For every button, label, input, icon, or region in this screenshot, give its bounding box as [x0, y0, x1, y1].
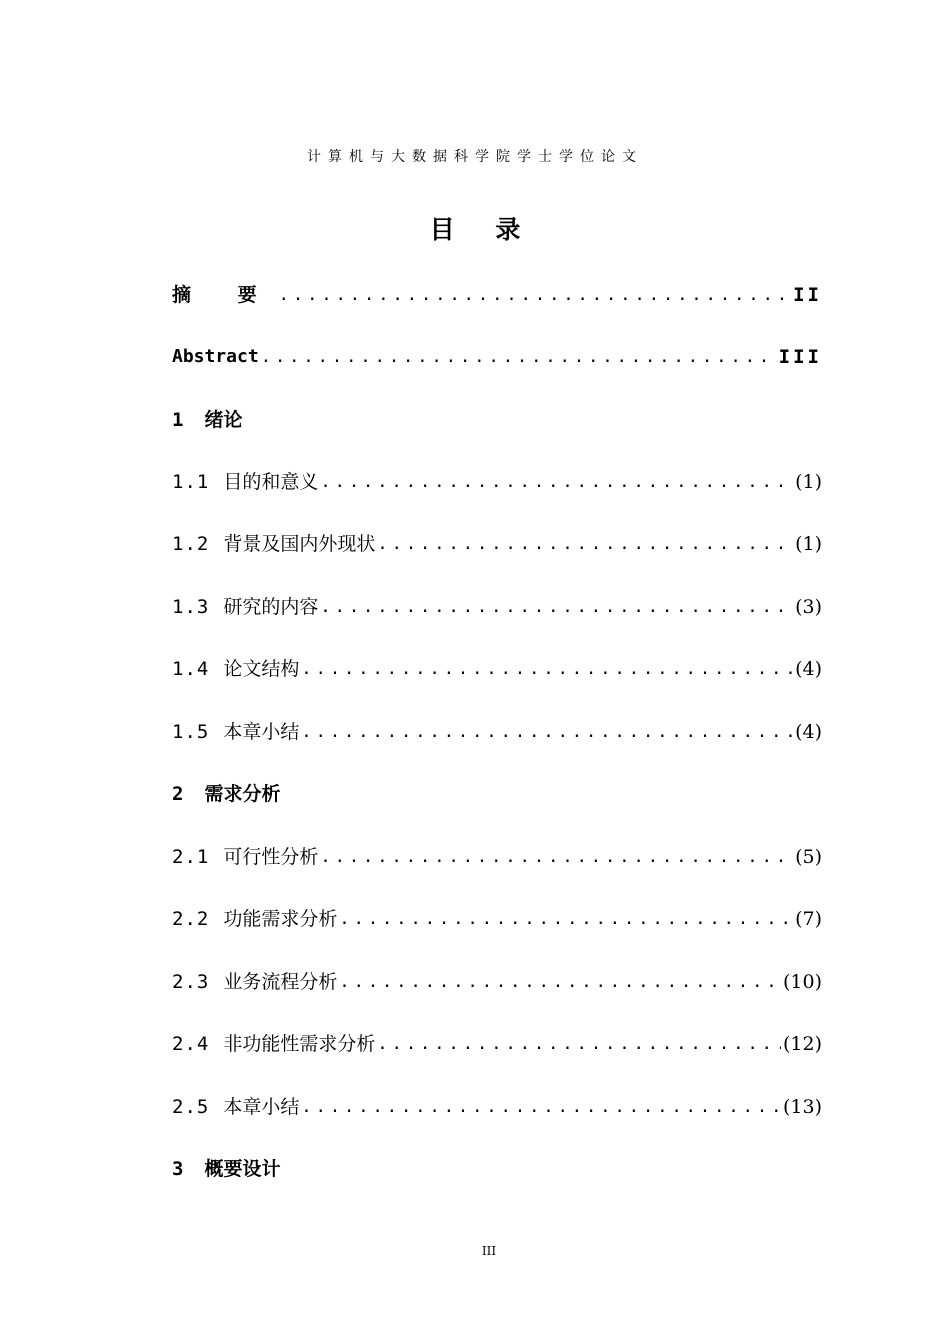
- section-title: 功能需求分析: [223, 908, 338, 930]
- toc-section-1-1[interactable]: [172, 467, 822, 497]
- section-title: 本章小结: [223, 1096, 300, 1118]
- toc-entry-abstract-en[interactable]: [172, 342, 822, 372]
- dot-leader: [377, 1029, 781, 1059]
- toc-section-1-5[interactable]: [172, 717, 822, 747]
- section-number: 1.2: [172, 533, 210, 555]
- dot-leader: [279, 280, 791, 310]
- toc-chapter-3[interactable]: [172, 1154, 822, 1184]
- toc-entry-label: 摘 要: [172, 284, 277, 306]
- section-title: 目的和意义: [223, 471, 319, 493]
- toc-entry-abstract-cn[interactable]: [172, 280, 822, 310]
- chapter-title: 需求分析: [204, 783, 281, 805]
- toc-section-1-3[interactable]: [172, 592, 822, 622]
- section-page: (10): [782, 971, 822, 993]
- toc-section-2-1[interactable]: [172, 842, 822, 872]
- toc-entry-page: II: [793, 284, 822, 306]
- toc-section-2-4[interactable]: [172, 1029, 822, 1059]
- section-title: 研究的内容: [223, 596, 319, 618]
- chapter-number: 2: [172, 783, 185, 805]
- toc-section-2-3[interactable]: [172, 967, 822, 997]
- section-page: (12): [782, 1033, 822, 1055]
- section-number: 2.5: [172, 1096, 210, 1118]
- toc-title: 目 录: [429, 215, 537, 244]
- section-title: 业务流程分析: [223, 971, 338, 993]
- dot-leader: [261, 342, 777, 372]
- dot-leader: [377, 529, 793, 559]
- section-page: (1): [795, 533, 822, 555]
- section-title: 背景及国内外现状: [223, 533, 376, 555]
- toc-entry-label: Abstract: [172, 346, 259, 367]
- toc-chapter-1[interactable]: [172, 405, 822, 435]
- section-page: (4): [795, 658, 822, 680]
- section-number: 2.2: [172, 908, 210, 930]
- dot-leader: [339, 967, 781, 997]
- section-title: 可行性分析: [223, 846, 319, 868]
- toc-section-2-5[interactable]: [172, 1092, 822, 1122]
- chapter-title: 概要设计: [204, 1158, 281, 1180]
- toc-chapter-2[interactable]: [172, 779, 822, 809]
- section-number: 2.3: [172, 971, 210, 993]
- chapter-title: 绪论: [204, 409, 243, 431]
- running-header: 计算机与大数据科学院学士学位论文: [307, 149, 643, 165]
- dot-leader: [320, 842, 793, 872]
- section-page: (7): [795, 908, 822, 930]
- section-number: 2.1: [172, 846, 210, 868]
- section-title: 论文结构: [223, 658, 300, 680]
- section-page: (5): [795, 846, 822, 868]
- section-title: 非功能性需求分析: [223, 1033, 376, 1055]
- toc-section-1-4[interactable]: [172, 654, 822, 684]
- section-number: 1.1: [172, 471, 210, 493]
- section-page: (3): [795, 596, 822, 618]
- section-page: (4): [795, 721, 822, 743]
- section-page: (1): [795, 471, 822, 493]
- dot-leader: [301, 654, 793, 684]
- toc-entry-page: III: [778, 346, 822, 368]
- table-of-contents: [172, 0, 822, 1344]
- toc-section-1-2[interactable]: [172, 529, 822, 559]
- dot-leader: [320, 467, 793, 497]
- section-title: 本章小结: [223, 721, 300, 743]
- chapter-number: 1: [172, 409, 185, 431]
- dot-leader: [320, 592, 793, 622]
- section-number: 1.4: [172, 658, 210, 680]
- dot-leader: [339, 904, 793, 934]
- dot-leader: [301, 1092, 781, 1122]
- toc-section-2-2[interactable]: [172, 904, 822, 934]
- chapter-number: 3: [172, 1158, 185, 1180]
- page-number: III: [481, 1244, 497, 1258]
- section-number: 1.5: [172, 721, 210, 743]
- section-page: (13): [782, 1096, 822, 1118]
- dot-leader: [301, 717, 793, 747]
- section-number: 2.4: [172, 1033, 210, 1055]
- section-number: 1.3: [172, 596, 210, 618]
